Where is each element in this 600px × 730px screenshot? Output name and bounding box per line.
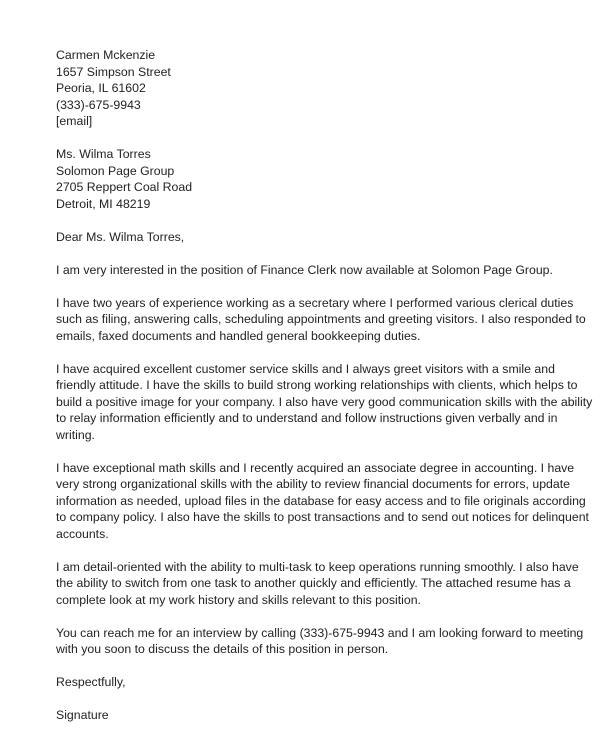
cover-letter [56,47,593,724]
signature: Signature [56,708,109,722]
closing: Respectfully, [56,675,126,689]
paragraph-line: complete look at my work history and skills relevant to this position. [56,592,421,607]
spacer [56,443,556,460]
paragraph-line: I have exceptional math skills and I recently acquired an associate degree in accounting. I have [56,460,575,475]
paragraph-line: build a positive image for your company. I also have very good communication skills with the ability [56,394,593,409]
paragraph-line: the ability to switch from one task to another quickly and efficiently. The attached resume has a [56,576,571,590]
paragraph-line: emails, faxed documents and handled general bookkeeping duties. [56,328,421,343]
spacer [56,658,556,675]
paragraph-line: I have acquired excellent customer service skills and I always greet visitors with a smile and [56,361,555,376]
spacer [56,542,556,559]
spacer [56,344,556,361]
sender-phone: (333)-675-9943 [56,97,141,112]
spacer [56,691,556,708]
spacer [56,212,556,229]
paragraph-line: You can reach me for an interview by calling (333)-675-9943 and I am looking forward to meeting [56,625,584,640]
paragraph-line: information as needed, upload files in the database for easy access and to file originals according [56,493,586,508]
paragraph-line: very strong organizational skills with the ability to review financial documents for errors, update [56,477,570,491]
sender-street: 1657 Simpson Street [56,64,171,79]
spacer [56,608,556,625]
paragraph-line: I have two years of experience working as a secretary where I performed various clerical duties [56,295,574,310]
sender-email: [email] [56,114,93,128]
sender-address [56,47,556,130]
paragraph-line: such as filing, answering calls, scheduling appointments and greeting visitors. I also responded to [56,312,586,326]
paragraph-line: writing. [56,427,95,442]
paragraph-line: accounts. [56,526,109,541]
paragraph-line: friendly attitude. I have the skills to build strong working relationships with clients, which helps to [56,378,578,392]
body-paragraph [56,262,556,279]
recipient-city: Detroit, MI 48219 [56,196,151,211]
body-paragraph [56,625,584,658]
spacer [56,278,556,295]
spacer [56,245,556,262]
body-paragraph [56,460,589,543]
spacer [56,130,556,147]
letter-body [56,262,593,675]
paragraph-line: to company policy. I also have the skills to post transactions and to send out notices for delinquent [56,510,589,524]
recipient-street: 2705 Reppert Coal Road [56,180,193,194]
paragraph-line: I am very interested in the position of Finance Clerk now available at Solomon Page Group. [56,262,553,277]
sender-city: Peoria, IL 61602 [56,81,146,95]
recipient-name: Ms. Wilma Torres [56,147,151,161]
body-paragraph [56,295,586,345]
recipient-company: Solomon Page Group [56,163,175,178]
body-paragraph [56,361,593,444]
paragraph-line: I am detail-oriented with the ability to multi-task to keep operations running smoothly. I also have [56,559,579,574]
paragraph-line: with you soon to discuss the details of this position in person. [56,642,389,656]
sender-name: Carmen Mckenzie [56,48,156,62]
paragraph-line: to relay information efficiently and to understand and follow instructions given verbally and in [56,411,558,425]
recipient-address [56,146,556,212]
body-paragraph [56,559,579,609]
salutation: Dear Ms. Wilma Torres, [56,229,185,244]
